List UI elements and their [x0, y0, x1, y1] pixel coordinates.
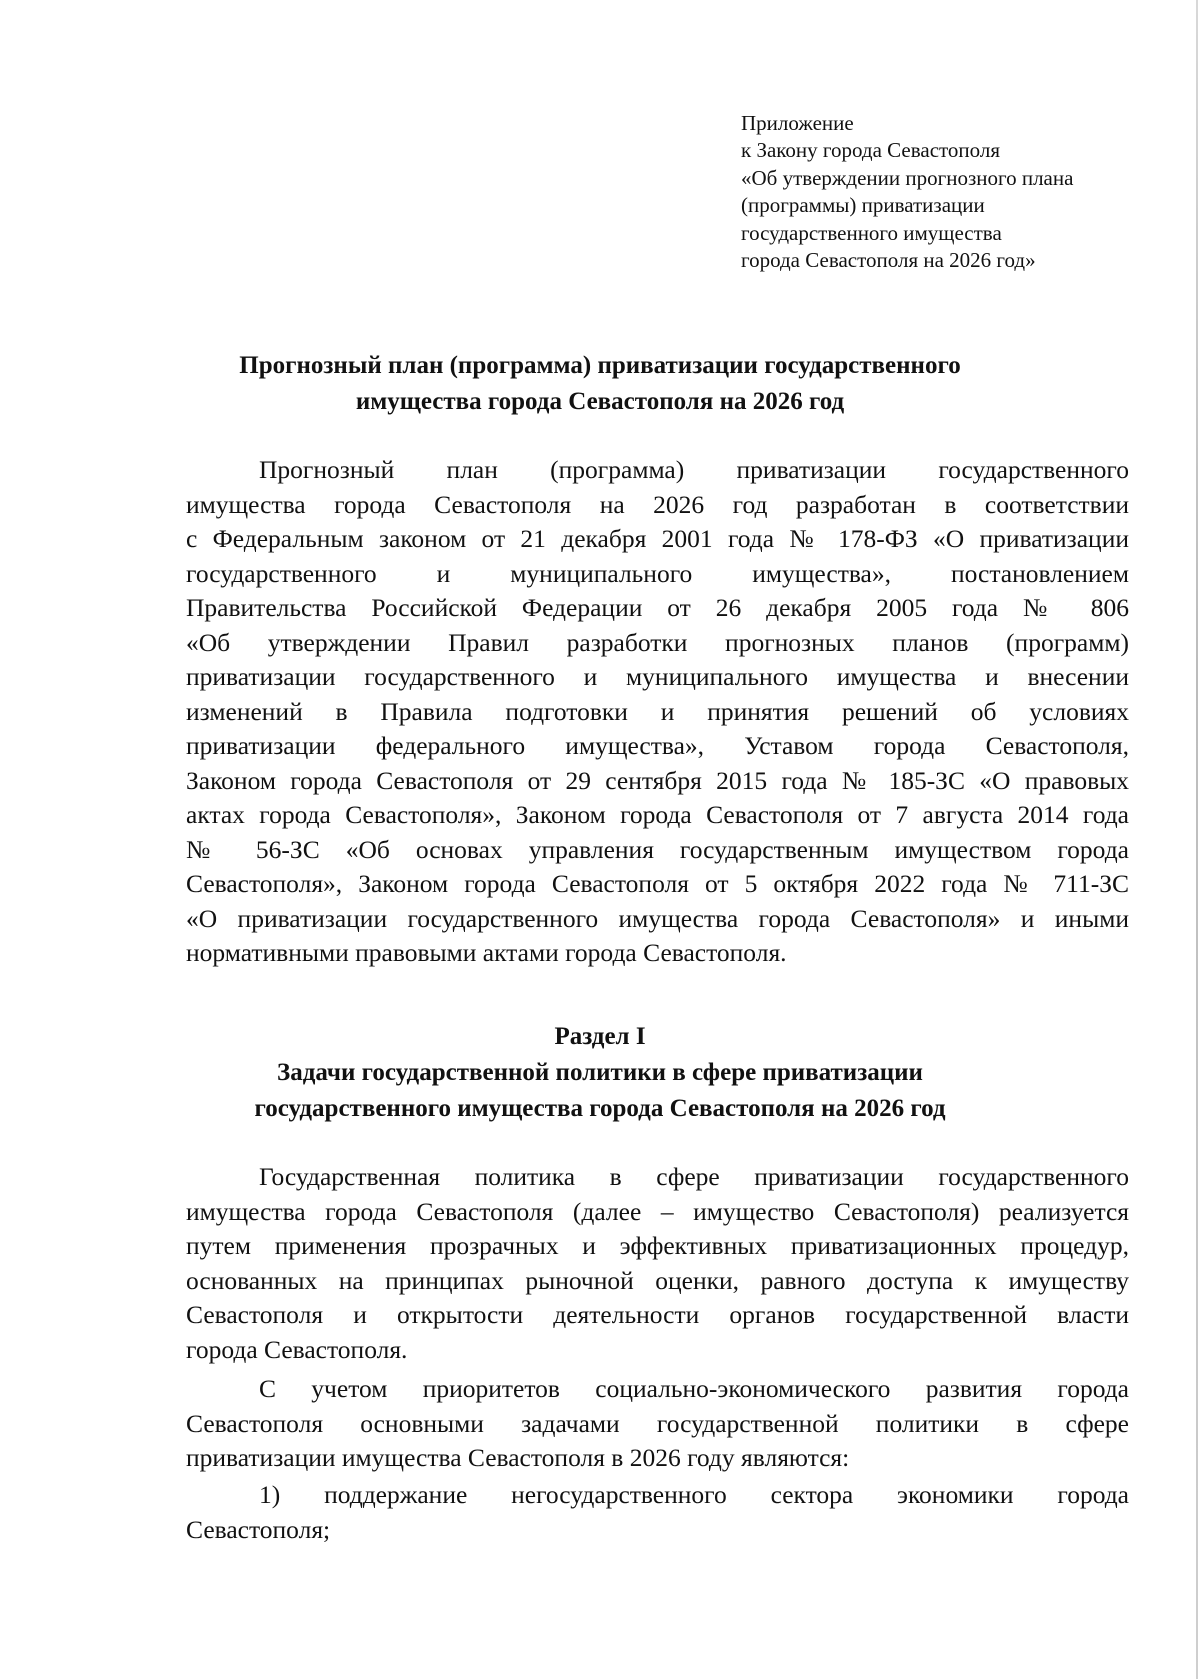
paragraph-line: государственного и муниципального имущества», постановлением [186, 558, 1129, 588]
paragraph-line: изменений в Правила подготовки и принятия решений об условиях [186, 696, 1129, 726]
paragraph-line: 1) поддержание негосударственного сектора экономики города [259, 1480, 1129, 1509]
section-number: Раздел I [554, 1023, 646, 1050]
appendix-line: государственного имущества [741, 220, 1002, 245]
appendix-note [741, 110, 1141, 274]
paragraph-line: с Федеральным законом от 21 декабря 2001 года № 178-ФЗ «О приватизации [186, 524, 1129, 553]
paragraph-line: приватизации государственного и муниципального имущества и внесении [186, 662, 1129, 691]
paragraph-line: имущества города Севастополя (далее – имущество Севастополя) реализуется [186, 1196, 1129, 1226]
paragraph-line: основанных на принципах рыночной оценки, равного доступа к имуществу [186, 1265, 1129, 1295]
paragraph-line: С учетом приоритетов социально-экономического развития города [259, 1374, 1129, 1403]
title-line: Прогнозный план (программа) приватизации государственного [239, 352, 961, 379]
document-title [150, 348, 1050, 420]
section-heading [150, 1019, 1050, 1127]
paragraph-line: города Севастополя. [186, 1334, 408, 1364]
paragraph-line: нормативными правовыми актами города Севастополя. [186, 938, 787, 967]
intro-paragraph [186, 453, 1129, 971]
appendix-line: «Об утверждении прогнозного плана [741, 165, 1074, 190]
appendix-line: к Закону города Севастополя [741, 138, 1001, 163]
paragraph-line: Правительства Российской Федерации от 26 декабря 2005 года № 806 [186, 593, 1129, 622]
paragraph-line: Законом города Севастополя от 29 сентября 2015 года № 185-ЗС «О правовых [186, 765, 1129, 795]
paragraph-line: путем применения прозрачных и эффективных приватизационных процедур, [186, 1231, 1129, 1260]
appendix-line: (программы) приватизации [741, 193, 985, 218]
paragraph-line: Севастополя и открытости деятельности органов государственной власти [186, 1300, 1129, 1329]
paragraph-line: Севастополя; [186, 1514, 331, 1544]
paragraph-line: имущества города Севастополя на 2026 год разработан в соответствии [186, 489, 1129, 519]
paragraph-line: приватизации имущества Севастополя в 2026 году являются: [186, 1443, 850, 1472]
paragraph-line: № 56-ЗС «Об основах управления государственным имуществом города [186, 834, 1129, 864]
paragraph-line: «О приватизации государственного имущества города Севастополя» и иными [186, 903, 1129, 933]
paragraph-line: приватизации федерального имущества», Уставом города Севастополя, [186, 731, 1129, 760]
paragraph-line: Севастополя основными задачами государственной политики в сфере [186, 1408, 1129, 1438]
paragraph-line: Прогнозный план (программа) приватизации государственного [259, 455, 1129, 484]
paragraph-line: Государственная политика в сфере приватизации государственного [259, 1162, 1129, 1191]
appendix-line: Приложение [741, 111, 854, 135]
paragraph-line: «Об утверждении Правил разработки прогнозных планов (программ) [186, 627, 1129, 657]
policy-paragraph [186, 1160, 1129, 1367]
paragraph-line: Севастополя», Законом города Севастополя от 5 октября 2022 года № 711-ЗС [186, 869, 1129, 898]
scan-edge-line [1196, 0, 1198, 1679]
section-title-line: государственного имущества города Севастополя на 2026 год [254, 1095, 946, 1122]
section-title-line: Задачи государственной политики в сфере приватизации [277, 1059, 923, 1086]
title-line: имущества города Севастополя на 2026 год [355, 388, 845, 415]
paragraph-line: актах города Севастополя», Законом города Севастополя от 7 августа 2014 года [186, 800, 1129, 829]
task-item-1 [186, 1478, 1129, 1547]
priorities-paragraph [186, 1372, 1129, 1476]
appendix-line: города Севастополя на 2026 год» [741, 248, 1036, 273]
